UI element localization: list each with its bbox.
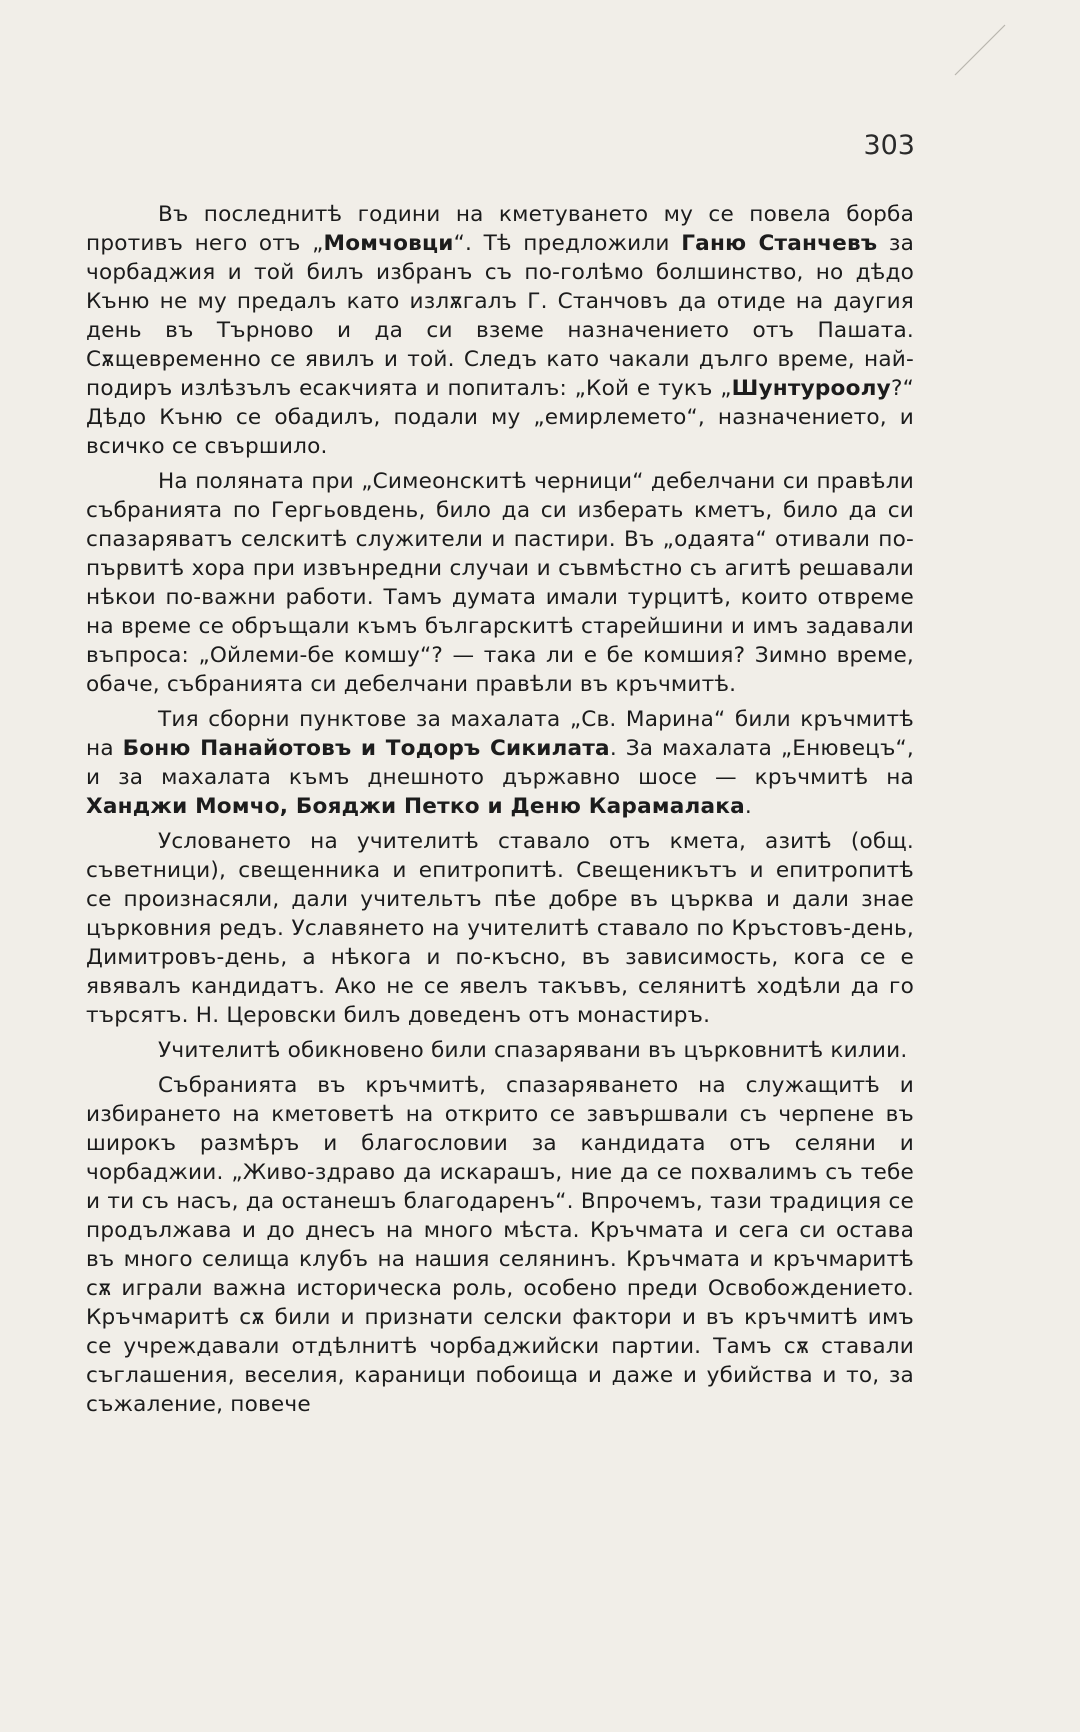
text-run: На поляната при „Симеонскитѣ черници“ дебелчани си правѣли събранията по Гергьовдень, било да си изберать кметъ, било да си спазаряватъ селскитѣ служители и пастири. Въ „одаята“ отивали по-първитѣ хора при извънредни случаи и съвмѣстно съ агитѣ решавали нѣкои по-важни работи. Тамъ думата имали турцитѣ, които отвреме на време се обръщали къмъ българскитѣ старейшини и имъ задавали въпроса: „Ойлеми-бе комшу“? — така ли е бе комшия? Зимно време, обаче, събранията си дебелчани правѣли въ кръчмитѣ.: [86, 469, 914, 697]
text-run: ?“ Дѣдо Къню се обадилъ, подали му „емирлемето“, назначението, и всичко се свършило.: [86, 376, 914, 459]
pencil-mark-icon: [950, 20, 1010, 80]
bold-name: Боню Панайотовъ и Тодоръ Сикилата: [122, 736, 610, 761]
paragraph: [86, 200, 914, 461]
bold-name: Момчовци: [323, 231, 454, 256]
paragraph: [86, 705, 914, 821]
bold-name: Шунтуроолу: [731, 376, 891, 401]
paragraph: [86, 1036, 914, 1065]
text-run: Учителитѣ обикновено били спазарявани въ църковнитѣ килии.: [158, 1038, 908, 1063]
text-run: . За махалата „Енювецъ“, и за махалата къмъ днешното държавно шосе — кръчмитѣ на: [86, 736, 914, 790]
text-run: за чорбаджия и той билъ избранъ съ по-голѣмо болшинство, но дѣдо Къню не му предалъ като излѫгалъ Г. Станчовъ да отиде на даугия день въ Търново и да си вземе назначението отъ Пашата. Сѫщевременно се явилъ и той. Следъ като чакали дълго време, най-подиръ излѣзълъ есакчията и попиталъ: „Кой е тукъ „: [86, 231, 914, 401]
paragraph: [86, 827, 914, 1030]
body-text: [86, 200, 914, 1425]
text-run: Въ последнитѣ години на кметуването му се повела борба противъ него отъ „: [86, 202, 914, 256]
text-run: Събранията въ кръчмитѣ, спазаряването на служащитѣ и избирането на кметоветѣ на открито се завършвали съ черпене въ широкъ размѣръ и благословии за кандидата отъ селяни и чорбаджии. „Живо-здраво да искарашъ, ние да се похвалимъ съ тебе и ти съ насъ, да останешъ благодаренъ“. Впрочемъ, тази традиция се продължава и до днесъ на много мѣста. Кръчмата и сега си остава въ много селища клубъ на нашия селянинъ. Кръчмата и кръчмаритѣ сѫ играли важна историческа роль, особено преди Освобождението. Кръчмаритѣ сѫ били и признати селски фактори и въ кръчмитѣ имъ се учреждавали отдѣлнитѣ чорбаджийски партии. Тамъ сѫ ставали съглашения, веселия, караници побоища и даже и убийства и то, за съжаление, повече: [86, 1073, 914, 1417]
text-run: Условането на учителитѣ ставало отъ кмета, азитѣ (общ. съветници), свещенника и епитропитѣ. Свещеникътъ и епитропитѣ се произнасяли, дали учительтъ пѣе добре въ църква и дали знае църковния редъ. Уславянето на учителитѣ ставало по Кръстовъ-день, Димитровъ-день, а нѣкога и по-късно, въ зависимость, кога се е явявалъ кандидатъ. Ако не се явелъ такъвъ, селянитѣ ходѣли да го търсятъ. Н. Церовски билъ доведенъ отъ монастиръ.: [86, 829, 914, 1028]
page-number: 303: [863, 130, 915, 161]
text-run: Тия сборни пунктове за махалата „Св. Марина“ били кръчмитѣ на: [86, 707, 914, 761]
bold-name: Ханджи Момчо, Бояджи Петко и Деню Карамалака: [86, 794, 745, 819]
text-run: .: [744, 794, 752, 819]
bold-name: Ганю Станчевъ: [681, 231, 878, 256]
paragraph: [86, 467, 914, 699]
paragraph: [86, 1071, 914, 1419]
text-run: “. Тѣ предложили: [453, 231, 682, 256]
